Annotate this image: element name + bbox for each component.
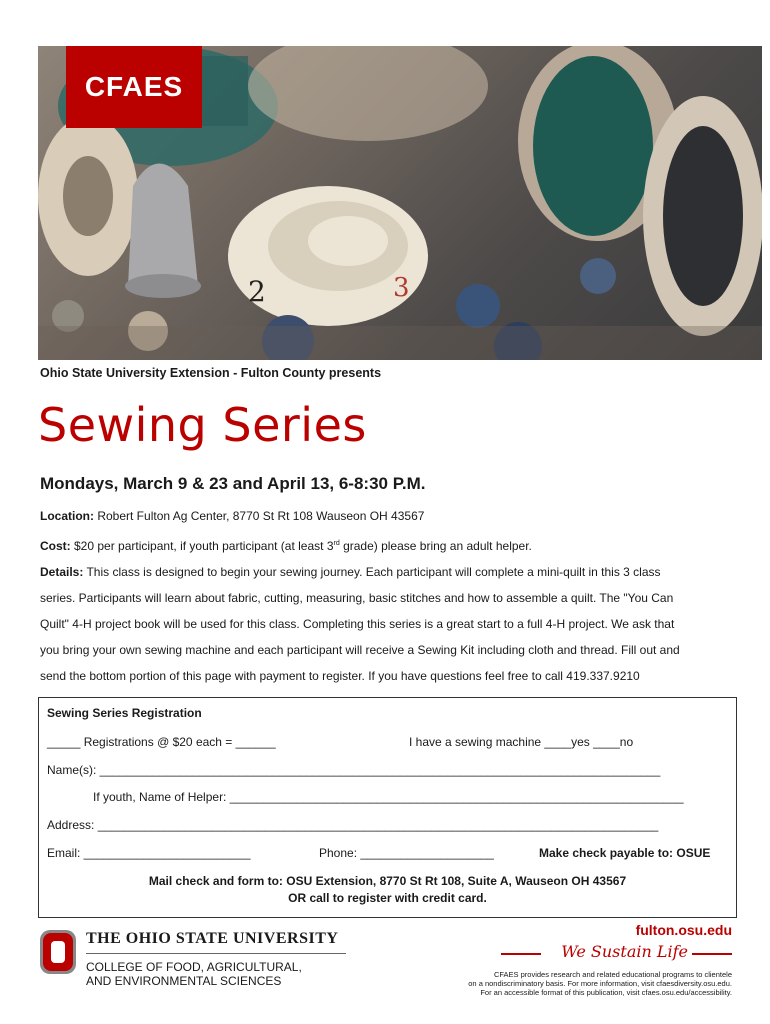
payable-note: Make check payable to: OSUE (539, 846, 711, 860)
college-name: COLLEGE OF FOOD, AGRICULTURAL, AND ENVIRONMENTAL SCIENCES (86, 960, 302, 988)
university-name: THE OHIO STATE UNIVERSITY (86, 930, 339, 947)
cost-line (40, 531, 740, 559)
phone-field[interactable]: Phone: ____________________ (319, 846, 494, 860)
sewing-machine-field[interactable]: I have a sewing machine ____yes ____no (409, 735, 634, 749)
page-title: Sewing Series (38, 398, 367, 452)
details-label: Details: (40, 565, 84, 579)
location-label: Location: (40, 509, 94, 523)
website-link[interactable]: fulton.osu.edu (635, 922, 732, 938)
cfaes-logo: CFAES (66, 46, 202, 128)
mail-instructions: Mail check and form to: OSU Extension, 8770 St Rt 108, Suite A, Wauseon OH 43567 (148, 874, 627, 888)
helper-name-field[interactable]: If youth, Name of Helper: ____________________________________________________________________ (93, 790, 684, 804)
address-field[interactable]: Address: ____________________________________________________________________________________ (47, 818, 659, 832)
block-o-logo-icon (40, 930, 76, 974)
location-line (40, 503, 740, 529)
slogan-rule-right (692, 953, 732, 955)
presenter-line: Ohio State University Extension - Fulton County presents (40, 366, 382, 380)
names-field[interactable]: Name(s): ____________________________________________________________________________________ (47, 763, 661, 777)
svg-text:2: 2 (248, 275, 266, 308)
slogan: We Sustain Life (561, 942, 688, 961)
details-line: send the bottom portion of this page with payment to register. If you have questions feel free to call 419.337.9210 (40, 669, 640, 683)
cost-value-b: grade) please bring an adult helper. (339, 539, 532, 553)
email-field[interactable]: Email: _________________________ (47, 846, 251, 860)
call-instructions: OR call to register with credit card. (288, 891, 487, 905)
cost-sup: rd (333, 540, 340, 547)
disclaimer: CFAES provides research and related educational programs to clientele on a nondiscriminatory basis. For more information, visit cfaesdiversity.osu.edu. For an accessible format of this publication, visit cfaes.osu.edu/accessibility. (468, 970, 732, 997)
registration-form (38, 697, 737, 918)
slogan-rule-left (501, 953, 541, 955)
details-line: series. Participants will learn about fabric, cutting, measuring, basic stitches and how to assemble a quilt. The "You Can (40, 591, 674, 605)
registrations-field[interactable]: _____ Registrations @ $20 each = ______ (47, 735, 276, 749)
cost-label: Cost: (40, 539, 71, 553)
svg-text:3: 3 (393, 273, 410, 303)
footer-divider (86, 953, 346, 954)
details-paragraph (40, 559, 740, 689)
location-value: Robert Fulton Ag Center, 8770 St Rt 108 Wauseon OH 43567 (94, 509, 425, 523)
cost-value-a: $20 per participant, if youth participant (at least 3 (70, 539, 334, 553)
event-dates: Mondays, March 9 & 23 and April 13, 6-8:30 P.M. (40, 474, 426, 493)
form-heading: Sewing Series Registration (47, 706, 202, 720)
details-line: you bring your own sewing machine and each participant will receive a Sewing Kit including cloth and thread. Fill out and (40, 643, 680, 657)
details-line: Details: This class is designed to begin your sewing journey. Each participant will complete a mini-quilt in this 3 class (40, 565, 661, 579)
details-line: Quilt" 4-H project book will be used for this class. Completing this series is a great start to a full 4-H project. We ask that (40, 617, 675, 631)
